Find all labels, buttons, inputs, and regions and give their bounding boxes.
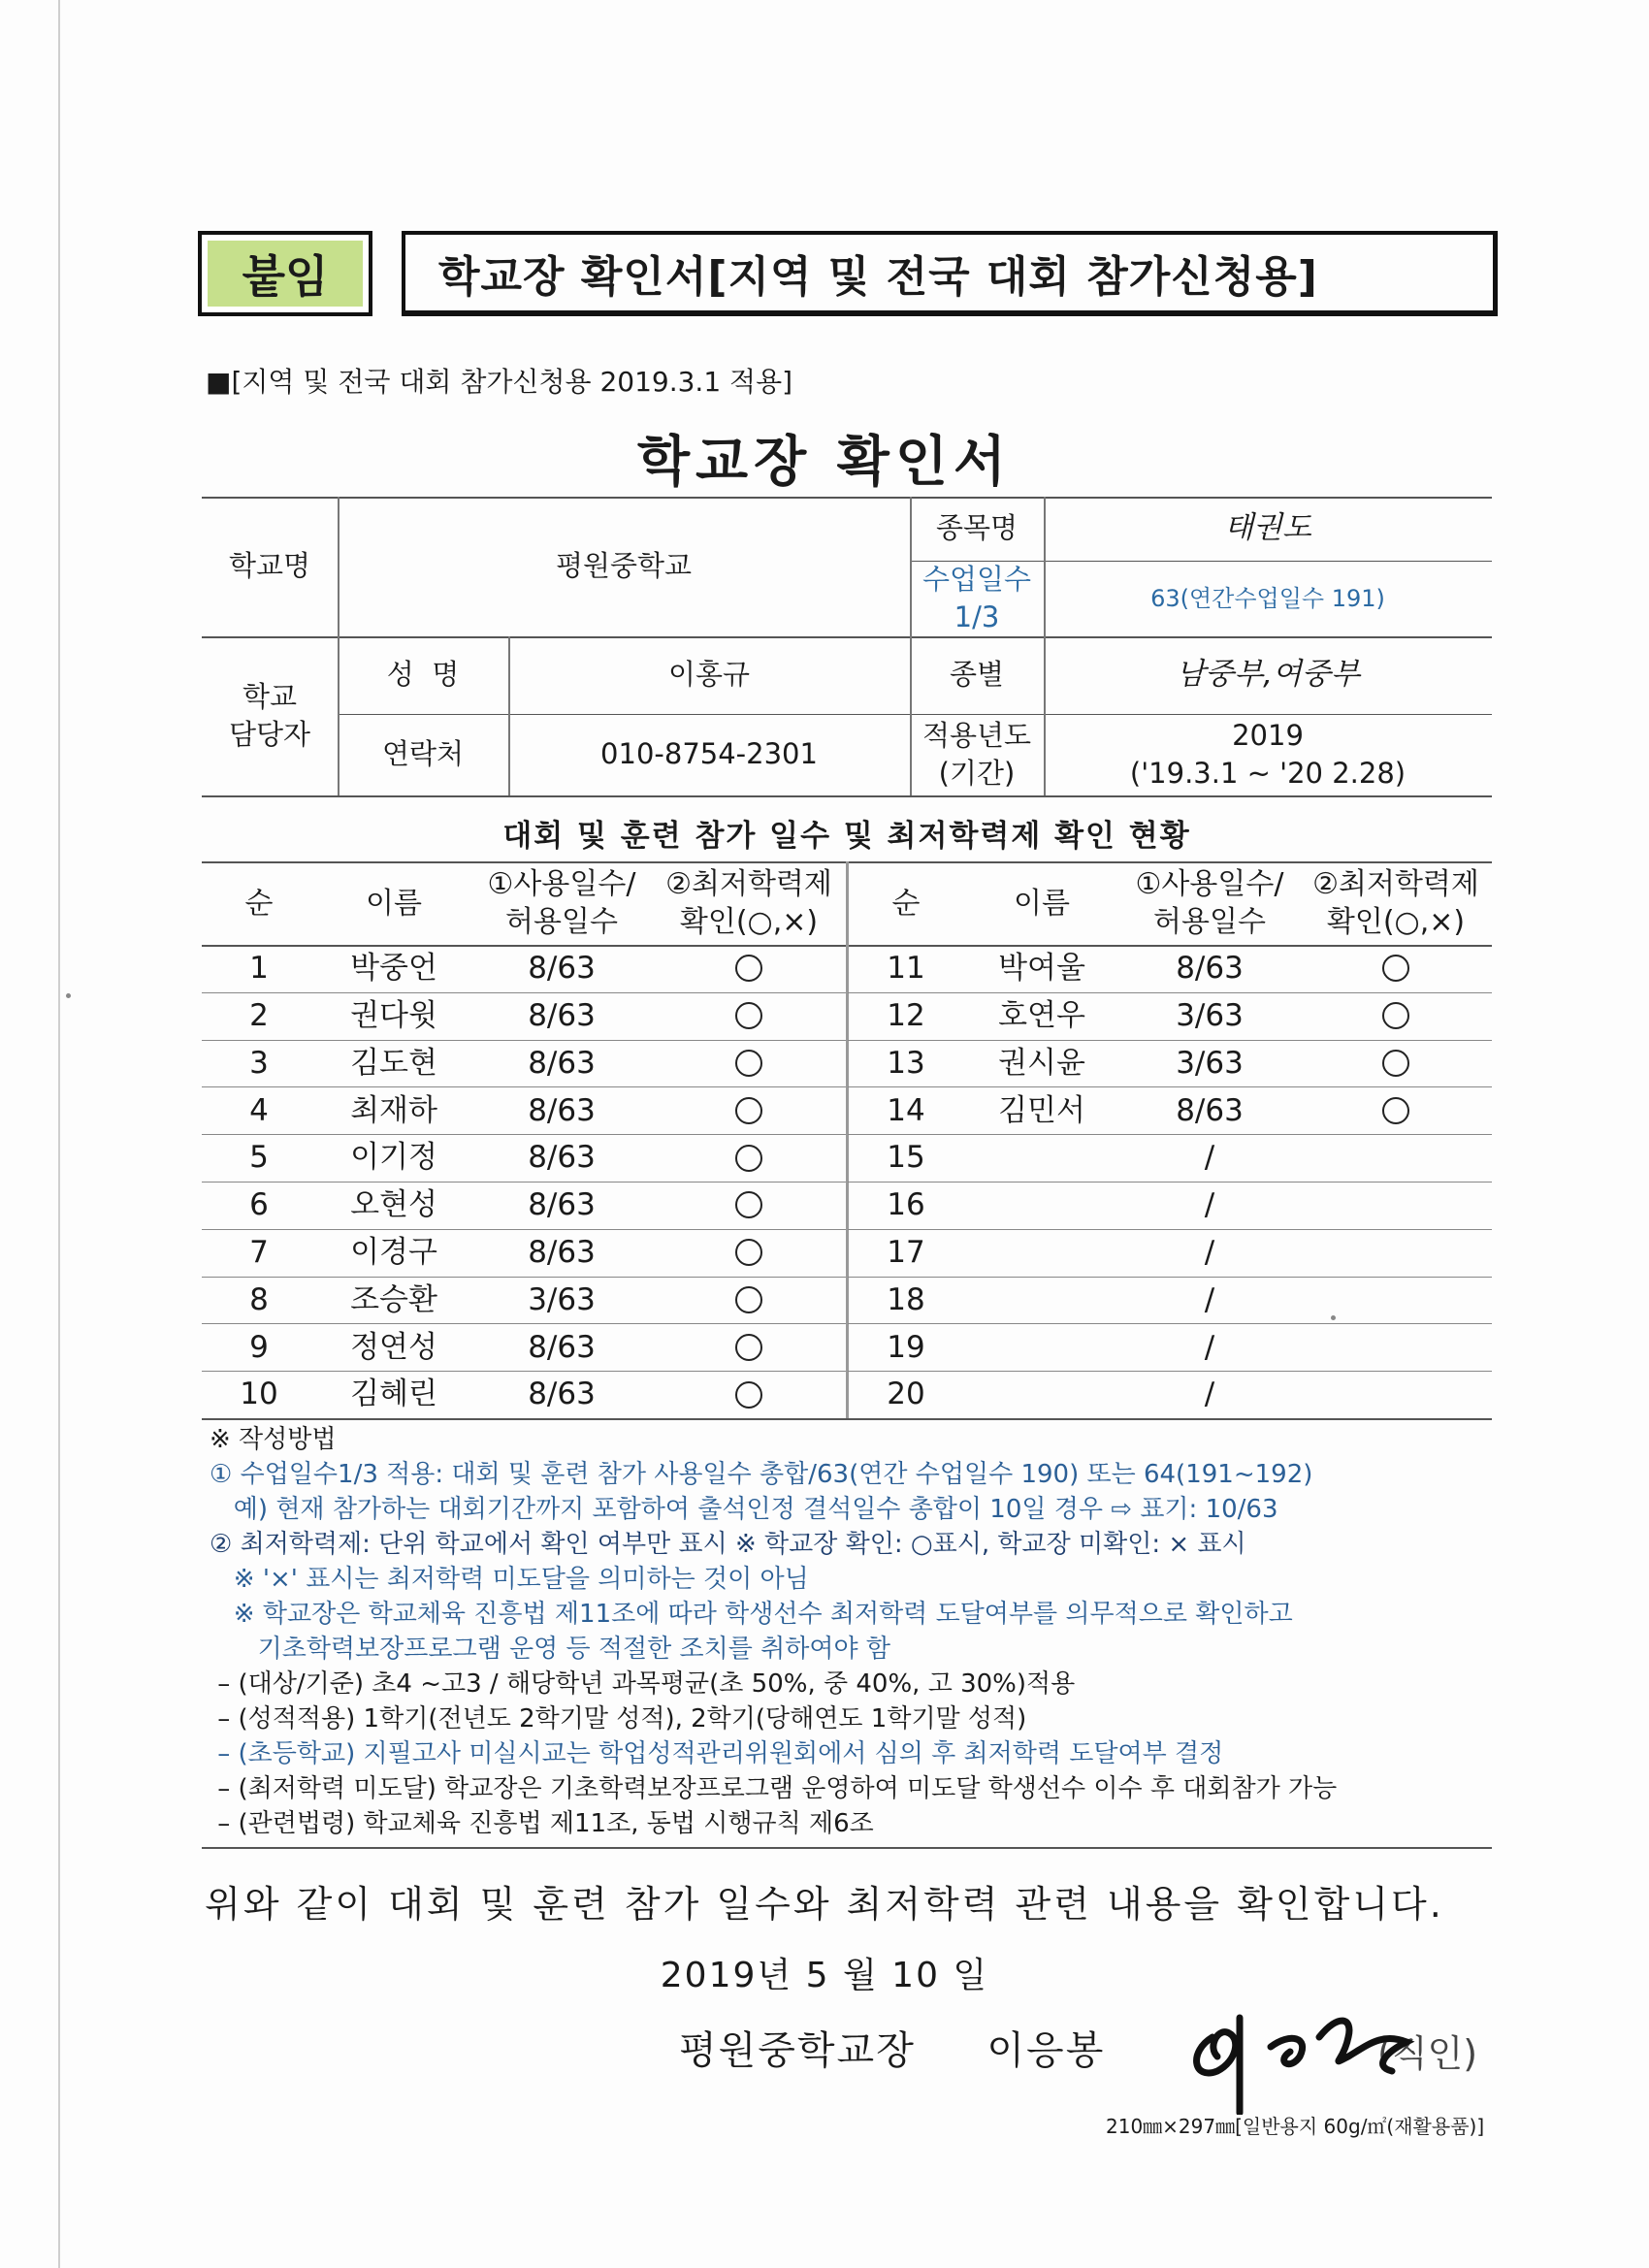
row-number: 13 [887, 1045, 925, 1081]
row-number: 6 [249, 1187, 269, 1223]
instruction-line: ② 최저학력제: 단위 학교에서 확인 여부만 표시 ※ 학교장 확인: ○표시, 학교장 미확인: × 표시 [210, 1530, 1246, 1559]
confirmation-statement: 위와 같이 대회 및 훈련 참가 일수와 최저학력 관련 내용을 확인합니다. [205, 1883, 1444, 1926]
row-number: 15 [887, 1140, 925, 1176]
student-name: 박여울 [998, 951, 1085, 987]
min-academic-check [1300, 1182, 1492, 1229]
row-number: 14 [887, 1092, 925, 1128]
student-name [964, 1182, 1119, 1229]
header-check-line2: 확인(○,×) [679, 905, 819, 939]
student-name: 김도현 [350, 1045, 437, 1081]
min-academic-check [1300, 1323, 1492, 1371]
used-days: / [1204, 1329, 1215, 1365]
row-number: 10 [240, 1377, 278, 1412]
form-subtitle: ■[지역 및 전국 대회 참가신청용 2019.3.1 적용] [206, 366, 793, 398]
category-value: 남중부,여중부 [1176, 657, 1360, 693]
student-name: 김혜린 [350, 1377, 437, 1412]
circle-check-icon [735, 1097, 762, 1124]
row-number: 2 [249, 998, 269, 1034]
school-value: 평원중학교 [555, 549, 693, 583]
min-academic-check [1300, 1040, 1492, 1087]
name-value: 이홍규 [667, 658, 751, 692]
contact-value: 010-8754-2301 [600, 737, 818, 771]
row-number: 16 [887, 1187, 925, 1223]
used-days: 8/63 [528, 1329, 596, 1365]
attachment-tag-label: 붙임 [208, 241, 363, 307]
header-num: 순 [244, 886, 274, 921]
min-academic-check [1300, 992, 1492, 1040]
header-num: 순 [891, 886, 921, 921]
min-academic-check [1300, 1371, 1492, 1418]
header-name: 이름 [1014, 886, 1070, 921]
school-label: 학교명 [228, 549, 311, 583]
scan-speck [1331, 1315, 1336, 1320]
circle-check-icon [735, 1334, 762, 1361]
header-check [652, 861, 846, 945]
instruction-line: 예) 현재 참가하는 대회기간까지 포함하여 출석인정 결석일수 총합이 10일 경우 ⇨ 표기: 10/63 [210, 1495, 1278, 1524]
min-academic-check [1300, 1086, 1492, 1134]
class-days-label-line2: 1/3 [954, 600, 1000, 633]
student-name: 최재하 [350, 1092, 437, 1128]
used-days: / [1204, 1235, 1215, 1271]
min-academic-check [1300, 1229, 1492, 1277]
student-name [964, 1323, 1119, 1371]
circle-check-icon [735, 955, 762, 982]
used-days: 3/63 [1176, 1045, 1244, 1081]
student-name [964, 1371, 1119, 1418]
row-number: 4 [249, 1092, 269, 1128]
used-days: 8/63 [528, 1140, 596, 1176]
divider [202, 1847, 1492, 1849]
year-value-line1: 2019 [1232, 718, 1304, 752]
used-days: 8/63 [528, 998, 596, 1034]
attachment-tag [198, 231, 372, 316]
circle-check-icon [735, 1286, 762, 1313]
class-days-label-line1: 수업일수 [922, 562, 1032, 596]
min-academic-check [652, 1040, 846, 1087]
student-name: 오현성 [350, 1187, 437, 1223]
min-academic-check [1300, 1134, 1492, 1182]
student-name [964, 1134, 1119, 1182]
row-number: 17 [887, 1235, 925, 1271]
instructions-heading: ※ 작성방법 [210, 1425, 337, 1454]
instruction-line: ① 수업일수1/3 적용: 대회 및 훈련 참가 사용일수 총합/63(연간 수업일수 190) 또는 64(191~192) [210, 1460, 1313, 1489]
row-number: 8 [249, 1281, 269, 1317]
min-academic-check [652, 1229, 846, 1277]
used-days: 3/63 [1176, 998, 1244, 1034]
used-days: / [1204, 1281, 1215, 1317]
year-label-line2: (기간) [938, 757, 1016, 790]
year-value [1044, 714, 1492, 795]
student-name: 이기정 [350, 1140, 437, 1176]
row-number: 7 [249, 1235, 269, 1271]
circle-check-icon [735, 1191, 762, 1218]
manager-label-line1: 학교 [242, 679, 298, 713]
instruction-line: – (성적적용) 1학기(전년도 2학기말 성적), 2학기(당해연도 1학기말 성적) [210, 1704, 1027, 1733]
document-header [198, 231, 1498, 320]
used-days: / [1204, 1377, 1215, 1412]
min-academic-check [652, 945, 846, 992]
row-number: 5 [249, 1140, 269, 1176]
header-days [471, 861, 652, 945]
min-academic-check [652, 1323, 846, 1371]
circle-check-icon [1382, 1002, 1409, 1029]
row-number: 12 [887, 998, 925, 1034]
handwritten-signature [1183, 1979, 1426, 2115]
used-days: / [1204, 1187, 1215, 1223]
circle-check-icon [735, 1145, 762, 1172]
instruction-line: 기초학력보장프로그램 운영 등 적절한 조치를 취하여야 함 [210, 1635, 890, 1664]
header-days-line2: 허용일수 [1153, 905, 1266, 939]
name-label: 성 명 [386, 658, 460, 692]
min-academic-check [652, 992, 846, 1040]
student-name: 권시윤 [998, 1045, 1085, 1081]
table-border [202, 795, 1492, 797]
student-name: 권다윗 [350, 998, 437, 1034]
used-days: 8/63 [528, 1187, 596, 1223]
header-days-line1: ①사용일수/ [1135, 867, 1284, 901]
class-days-label [910, 561, 1044, 636]
class-days-value: 63(연간수업일수 191) [1150, 584, 1385, 612]
year-label-line1: 적용년도 [922, 718, 1032, 752]
row-number: 11 [887, 951, 925, 987]
student-name: 조승환 [350, 1281, 437, 1317]
min-academic-check [652, 1086, 846, 1134]
circle-check-icon [1382, 1050, 1409, 1077]
header-days-line1: ①사용일수/ [487, 867, 636, 901]
used-days: 8/63 [528, 951, 596, 987]
circle-check-icon [735, 1050, 762, 1077]
min-academic-check [1300, 1277, 1492, 1324]
row-number: 9 [249, 1329, 269, 1365]
instruction-line: ※ 학교장은 학교체육 진흥법 제11조에 따라 학생선수 최저학력 도달여부를 의무적으로 확인하고 [210, 1600, 1293, 1629]
manager-label-line2: 담당자 [228, 718, 311, 751]
page-edge-line [58, 0, 60, 2268]
circle-check-icon [1382, 955, 1409, 982]
event-label: 종목명 [935, 511, 1018, 545]
header-check-line1: ②최저학력제 [665, 867, 832, 901]
instruction-line: – (초등학교) 지필고사 미실시교는 학업성적관리위원회에서 심의 후 최저학력 도달여부 결정 [210, 1739, 1224, 1768]
instruction-line: ※ '×' 표시는 최저학력 미도달을 의미하는 것이 아님 [210, 1565, 809, 1594]
student-name [964, 1277, 1119, 1324]
circle-check-icon [735, 1002, 762, 1029]
year-value-line2: ('19.3.1 ~ '20 2.28) [1129, 757, 1406, 790]
student-name: 정연성 [350, 1329, 437, 1365]
row-number: 3 [249, 1045, 269, 1081]
circle-check-icon [735, 1381, 762, 1409]
header-name: 이름 [366, 886, 422, 921]
used-days: 8/63 [528, 1377, 596, 1412]
circle-check-icon [1382, 1097, 1409, 1124]
row-number: 20 [887, 1377, 925, 1412]
used-days: / [1204, 1140, 1215, 1176]
contact-label: 연락처 [381, 737, 465, 771]
paper-spec-footer: 210㎜×297㎜[일반용지 60g/㎡(재활용품)] [1106, 2115, 1485, 2138]
event-value: 태권도 [1224, 510, 1311, 546]
student-name: 호연우 [998, 998, 1085, 1034]
min-academic-check [652, 1277, 846, 1324]
header-days [1119, 861, 1300, 945]
category-label: 종별 [949, 658, 1005, 692]
manager-label [202, 636, 338, 795]
header-days-line2: 허용일수 [505, 905, 618, 939]
student-name: 박중언 [350, 951, 437, 987]
used-days: 8/63 [528, 1235, 596, 1271]
header-check-line1: ②최저학력제 [1312, 867, 1479, 901]
student-name: 이경구 [350, 1235, 437, 1271]
year-label [910, 714, 1044, 795]
used-days: 8/63 [1176, 951, 1244, 987]
official-seal-label: (직인) [1377, 2032, 1478, 2075]
used-days: 8/63 [528, 1092, 596, 1128]
issue-date: 2019년 5 월 10 일 [660, 1956, 989, 1995]
instruction-line: – (관련법령) 학교체육 진흥법 제11조, 동법 시행규칙 제6조 [210, 1809, 874, 1838]
instruction-line: – (대상/기준) 초4 ~고3 / 해당학년 과목평균(초 50%, 중 40%, 고 30%)적용 [210, 1669, 1076, 1699]
row-number: 19 [887, 1329, 925, 1365]
principal-signature-line: 평원중학교장 이응봉 [679, 2028, 1106, 2073]
circle-check-icon [735, 1239, 762, 1266]
row-number: 18 [887, 1281, 925, 1317]
student-name [964, 1229, 1119, 1277]
min-academic-check [652, 1134, 846, 1182]
used-days: 3/63 [528, 1281, 596, 1317]
page-title: 학교장 확인서 [636, 431, 1013, 494]
row-number: 1 [249, 951, 269, 987]
instruction-line: – (최저학력 미도달) 학교장은 기초학력보장프로그램 운영하여 미도달 학생선수 이수 후 대회참가 가능 [210, 1774, 1338, 1803]
scan-speck [66, 993, 71, 998]
header-check [1300, 861, 1492, 945]
header-title: 학교장 확인서[지역 및 전국 대회 참가신청용] [402, 231, 1498, 316]
min-academic-check [652, 1371, 846, 1418]
header-check-line2: 확인(○,×) [1326, 905, 1466, 939]
min-academic-check [1300, 945, 1492, 992]
used-days: 8/63 [528, 1045, 596, 1081]
section-title: 대회 및 훈련 참가 일수 및 최저학력제 확인 현황 [502, 819, 1191, 854]
student-name: 김민서 [998, 1092, 1085, 1128]
min-academic-check [652, 1182, 846, 1229]
table-border [202, 1418, 1492, 1420]
used-days: 8/63 [1176, 1092, 1244, 1128]
